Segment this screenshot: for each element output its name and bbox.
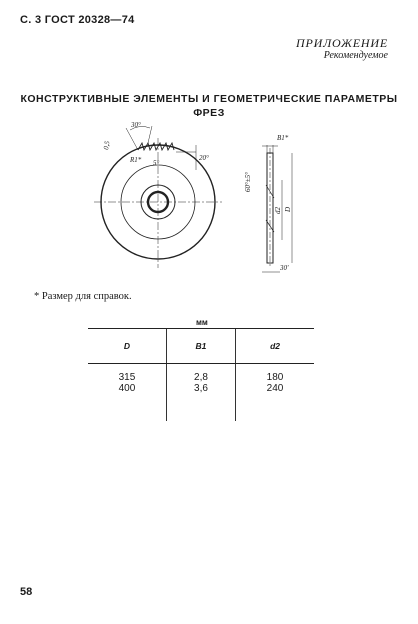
appendix-title: ПРИЛОЖЕНИЕ (296, 36, 388, 50)
cell-B1 (166, 364, 235, 422)
label-30min: 30' (280, 264, 289, 272)
header-D: D (88, 329, 166, 364)
label-60deg: 60°±5° (244, 172, 252, 192)
label-D: D (284, 206, 292, 212)
cell-value: 3,6 (194, 383, 208, 394)
appendix-subtitle: Рекомендуемое (323, 50, 388, 61)
label-05: 0,5 (102, 140, 112, 151)
label-30deg: 30° (131, 121, 141, 129)
cell-value: 240 (266, 383, 284, 394)
document-title-line2: ФРЕЗ (193, 107, 225, 119)
header-B1: B1 (166, 329, 235, 364)
cell-value: 180 (266, 372, 284, 383)
cell-D (88, 364, 166, 422)
footnote: * Размер для справок. (34, 291, 132, 302)
cell-value: 315 (118, 372, 136, 383)
table-header-row (88, 329, 314, 364)
cell-d2 (236, 364, 314, 422)
table-row (88, 364, 314, 422)
cell-value: 400 (118, 383, 136, 394)
label-20deg: 20° (199, 154, 209, 162)
front-view (94, 126, 222, 268)
label-5deg: 5° (153, 159, 160, 167)
document-title-line1: КОНСТРУКТИВНЫЕ ЭЛЕМЕНТЫ И ГЕОМЕТРИЧЕСКИЕ ПАРАМЕТРЫ (20, 93, 398, 105)
cell-value: 2,8 (194, 372, 208, 383)
page-number: 58 (20, 586, 33, 598)
label-b1: B1* (277, 134, 289, 142)
label-r1: R1* (130, 156, 142, 164)
label-d2: d2 (274, 207, 282, 214)
parameters-table (88, 328, 314, 421)
header-d2: d2 (236, 329, 314, 364)
page-header: С. 3 ГОСТ 20328—74 (20, 14, 135, 26)
unit-label: мм (196, 318, 208, 327)
